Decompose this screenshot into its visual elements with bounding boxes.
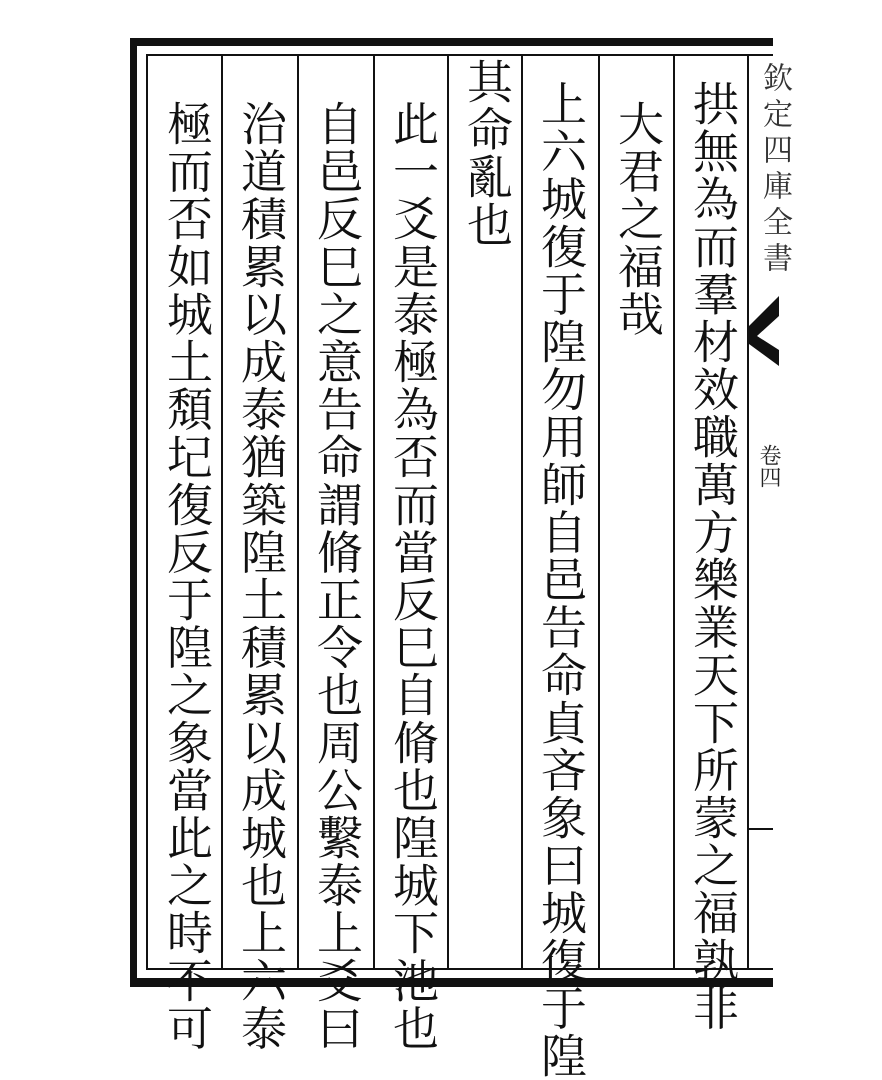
border-top <box>130 38 773 46</box>
inner-border-top <box>146 54 773 56</box>
column-rule <box>521 56 523 968</box>
margin-volume-label: 卷四 <box>756 444 781 488</box>
margin-book-title: 欽定四庫全書 <box>757 62 792 278</box>
margin-rule <box>747 56 749 968</box>
border-left <box>130 38 137 987</box>
column-rule <box>673 56 675 968</box>
column-rule <box>221 56 223 968</box>
text-column-7: 治道積累以成泰猶築隍土積累以成城也上六泰 <box>234 100 288 1052</box>
border-bottom <box>130 978 773 987</box>
inner-border-left <box>146 54 148 970</box>
column-rule <box>297 56 299 968</box>
text-column-1: 拱無為而羣材效職萬方樂業天下所蒙之福孰非 <box>686 80 740 1032</box>
column-rule <box>373 56 375 968</box>
fishtail-ornament-icon <box>749 296 779 366</box>
column-rule <box>447 56 449 968</box>
text-column-2: 大君之福哉 <box>611 100 665 338</box>
margin-bottom-rule <box>749 828 773 830</box>
column-rule <box>598 56 600 968</box>
text-column-8: 極而否如城土頽圮復反于隍之象當此之時不可 <box>160 100 214 1052</box>
text-column-5: 此一爻是泰極為否而當反巳自脩也隍城下池也 <box>386 100 440 1052</box>
text-column-3: 上六城復于隍勿用師自邑告命貞吝象曰城復于隍 <box>534 80 588 1080</box>
text-column-6: 自邑反巳之意告命謂脩正令也周公繫泰上爻曰 <box>310 100 364 1052</box>
text-column-4: 其命亂也 <box>460 58 514 249</box>
